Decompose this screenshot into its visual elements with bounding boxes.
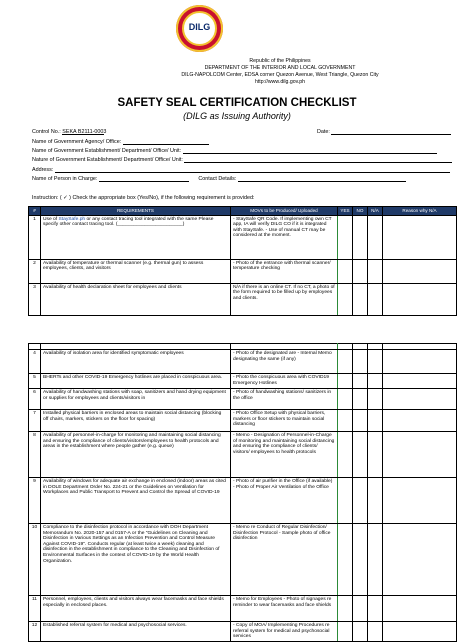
na-cell[interactable]: [368, 259, 383, 283]
control-value[interactable]: SEKA B2111-0003: [62, 129, 107, 135]
no-cell[interactable]: [353, 259, 368, 283]
reason-cell[interactable]: [383, 410, 457, 432]
table-row: [29, 259, 457, 283]
person-row: [32, 176, 406, 182]
requirements-table-page1: [28, 206, 457, 316]
date-field[interactable]: [331, 129, 451, 135]
document-subtitle: (DILG as Issuing Authority): [183, 111, 291, 121]
table-row: [29, 524, 457, 596]
col-yes: YES: [338, 207, 353, 216]
requirement-text: Use of: [43, 216, 59, 222]
row-number: 10: [29, 524, 41, 596]
header-department: DEPARTMENT OF THE INTERIOR AND LOCAL GOVERNMENT: [204, 65, 356, 71]
date-row: [317, 129, 451, 135]
row-requirement: Availability of temperature or thermal scanner (e.g. thermal gun) to assess employees, clients, and visitors: [41, 259, 231, 283]
establishment-field[interactable]: [183, 148, 437, 154]
reason-cell[interactable]: [383, 524, 457, 596]
row-number: 5: [29, 374, 41, 389]
header-address: DILG-NAPOLCOM Center, EDSA corner Quezon Avenue, West Triangle, Quezon City: [181, 72, 379, 78]
col-na: N/A: [368, 207, 383, 216]
row-number: 3: [29, 283, 41, 315]
table-row: [29, 432, 457, 478]
row-requirement: Established referral system for medical and psychosocial services.: [41, 622, 231, 642]
establishment-row: [32, 148, 437, 154]
row-movs: - StaySafe QR Code. If implementing own CT app, IA will verify DILG CO if it is integrated with StaySafe. - Use of manual CT may be considered at the moment.: [231, 215, 338, 259]
reason-cell[interactable]: [383, 389, 457, 410]
no-cell[interactable]: [353, 478, 368, 524]
col-movs: MOVs to be Produced/ Uploaded: [231, 207, 338, 216]
row-requirement: Availability of handwashing stations with soap, sanitizers and hand drying equipment or supplies for employees and clients/visitors in: [41, 389, 231, 410]
row-number: 12: [29, 622, 41, 642]
header-republic: Republic of the Philippines: [249, 58, 311, 64]
yes-cell[interactable]: [338, 432, 353, 478]
reason-cell[interactable]: [383, 283, 457, 315]
table-row: [29, 389, 457, 410]
address-field[interactable]: [55, 167, 450, 173]
person-label: Name of Person in Charge:: [32, 176, 98, 182]
row-requirement: Installed physical barriers in enclosed areas to maintain social distancing (blocking off chairs, markers, stickers on the floor for spacing): [41, 410, 231, 432]
row-movs: - Photo of air purifier in the Office (if available) - Photo of Proper Air Ventilation of the Office: [231, 478, 338, 524]
yes-cell[interactable]: [338, 374, 353, 389]
row-requirement: [41, 215, 231, 259]
reason-cell[interactable]: [383, 478, 457, 524]
col-no: NO: [353, 207, 368, 216]
requirement-text: or any contact tracing tool integrated with the same Please specify other contact tracing tool. (________________________): [43, 216, 214, 228]
row-requirement: Compliance to the disinfection protocol in accordance with DOH Department Memorandum No. 2020-157 and 0157-A or the "Guidelines on Cleaning and Disinfection in Various Settings as an Infection Prevention and Control Measure Against COVID-19". Conducts regular (at least twice a week) cleaning and disinfection in the establishment in compliance to the Cleaning and Disinfection of Environmental Surfaces in the context of COVID-19 by the World Health Organization.: [41, 524, 231, 596]
agency-label: Name of Government Agency/ Office:: [32, 139, 122, 145]
yes-cell[interactable]: [338, 596, 353, 622]
person-field[interactable]: [99, 176, 189, 182]
table-row: [29, 215, 457, 259]
row-requirement: Availability of personnel-in-charge for monitoring and maintaining social distancing and ensuring the compliance of clients/visitors/employees to health protocols and areas in the establishment where people gather (e.g. queue): [41, 432, 231, 478]
row-number: 9: [29, 478, 41, 524]
row-number: 4: [29, 350, 41, 374]
nature-field[interactable]: [184, 157, 452, 163]
reason-cell[interactable]: [383, 215, 457, 259]
yes-cell[interactable]: [338, 350, 353, 374]
yes-cell[interactable]: [338, 524, 353, 596]
no-cell[interactable]: [353, 524, 368, 596]
control-row: [32, 129, 107, 135]
table-row: [29, 596, 457, 622]
row-number: 11: [29, 596, 41, 622]
na-cell[interactable]: [368, 432, 383, 478]
row-movs: - Copy of MOA/ Implementing Procedures re referral system for medical and psychosocial services: [231, 622, 338, 642]
address-label: Address:: [32, 167, 54, 173]
table-row: [29, 478, 457, 524]
logo-text: DILG: [188, 22, 211, 32]
row-movs: N/A if there is an online CT. If no CT, a photo of the form required to be filled up by employees and clients.: [231, 283, 338, 315]
agency-row: [32, 139, 209, 145]
na-cell[interactable]: [368, 283, 383, 315]
row-movs: - Photo the conspicuous area with COVID19 Emergency Hotlines: [231, 374, 338, 389]
control-label: Control No.:: [32, 129, 63, 135]
row-movs: - Photo Office Setup with physical barriers, markers or floor stickers to maintain social distancing: [231, 410, 338, 432]
col-reason: Reason why N/A: [383, 207, 457, 216]
row-requirement: BHERTs and other COVID-19 Emergency hotlines are placed in conspicuous area.: [41, 374, 231, 389]
table-row: [29, 283, 457, 315]
row-number: 1: [29, 215, 41, 259]
reason-cell[interactable]: [383, 374, 457, 389]
na-cell[interactable]: [368, 215, 383, 259]
row-requirement: Personnel, employees, clients and visitors always wear facemasks and face shields especially in enclosed places.: [41, 596, 231, 622]
requirements-table-page2: [28, 343, 457, 642]
yes-cell[interactable]: [338, 410, 353, 432]
no-cell[interactable]: [353, 283, 368, 315]
na-cell[interactable]: [368, 374, 383, 389]
row-movs: - Memo - Designation of Personnel-in-Charge of monitoring and maintaining social distancing and ensuring the compliance of clients/ visitors/ employees to health protocols: [231, 432, 338, 478]
na-cell[interactable]: [368, 596, 383, 622]
table-row: [29, 350, 457, 374]
yes-cell[interactable]: [338, 389, 353, 410]
no-cell[interactable]: [353, 596, 368, 622]
contact-field[interactable]: [238, 176, 406, 182]
no-cell[interactable]: [353, 389, 368, 410]
yes-cell[interactable]: [338, 283, 353, 315]
row-movs: - Memo re Conduct of Regular Disinfection/ Disinfection Protocol - Sample photo of office disinfection: [231, 524, 338, 596]
date-label: Date:: [317, 129, 330, 135]
row-requirement: Availability of windows for adequate air exchange in enclosed (indoor) areas as cited in DOLE Department Order No. 224-21 or the Guidelines on Ventilation for Workplaces and Public Transport to Prevent and Control the Spread of COVID-19: [41, 478, 231, 524]
table-header-row: [29, 207, 457, 216]
document-title: SAFETY SEAL CERTIFICATION CHECKLIST: [117, 97, 357, 109]
instruction: Instruction: ( ✓ ) Check the appropriate box (Yes/No), if the following requirement is provided:: [32, 195, 255, 201]
row-movs: - Photo of the entrance with thermal scanner/ temperature checking: [231, 259, 338, 283]
row-requirement: Availability of health declaration sheet for employees and clients: [41, 283, 231, 315]
establishment-label: Name of Government Establishment/ Department/ Office/ Unit:: [32, 148, 182, 154]
col-requirements: REQUIREMENTS: [41, 207, 231, 216]
nature-row: [32, 157, 452, 163]
dilg-logo: [176, 5, 223, 52]
table-row: [29, 374, 457, 389]
row-number: 6: [29, 389, 41, 410]
yes-cell[interactable]: [338, 259, 353, 283]
no-cell[interactable]: [353, 410, 368, 432]
row-requirement: Availability of isolation area for identified symptomatic employees: [41, 350, 231, 374]
contact-label: Contact Details:: [198, 176, 237, 182]
na-cell[interactable]: [368, 389, 383, 410]
yes-cell[interactable]: [338, 215, 353, 259]
reason-cell[interactable]: [383, 350, 457, 374]
no-cell[interactable]: [353, 432, 368, 478]
row-movs: - Memo for Employees - Photo of signages re reminder to wear facemasks and face shields: [231, 596, 338, 622]
yes-cell[interactable]: [338, 478, 353, 524]
nature-label: Nature of Government Establishment/ Department/ Office/ Unit:: [32, 157, 183, 163]
reason-cell[interactable]: [383, 259, 457, 283]
no-cell[interactable]: [353, 350, 368, 374]
row-number: 8: [29, 432, 41, 478]
no-cell[interactable]: [353, 215, 368, 259]
reason-cell[interactable]: [383, 596, 457, 622]
na-cell[interactable]: [368, 524, 383, 596]
row-movs: - Photo of handwashing stations/ sanitizers in the office: [231, 389, 338, 410]
reason-cell[interactable]: [383, 432, 457, 478]
address-row: [32, 167, 450, 173]
na-cell[interactable]: [368, 350, 383, 374]
table-row: [29, 410, 457, 432]
header-website: http://www.dilg.gov.ph: [254, 79, 306, 85]
row-number: 7: [29, 410, 41, 432]
staysafe-link[interactable]: StaySafe.ph: [58, 216, 86, 222]
row-number: 2: [29, 259, 41, 283]
na-cell[interactable]: [368, 410, 383, 432]
no-cell[interactable]: [353, 374, 368, 389]
row-movs: - Photo of the designated are - Internal Memo designating the same (if any): [231, 350, 338, 374]
agency-field[interactable]: [123, 139, 209, 145]
na-cell[interactable]: [368, 478, 383, 524]
col-number: #: [29, 207, 41, 216]
